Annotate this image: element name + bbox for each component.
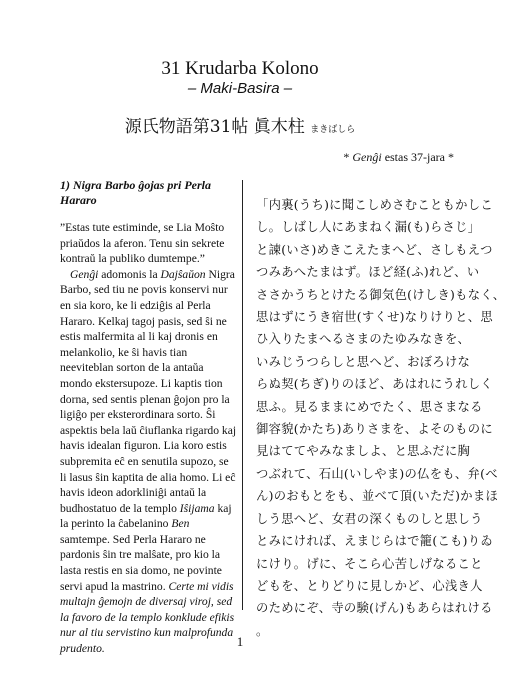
japanese-title-reading: まきばしら [310,125,356,135]
volume-name: Genĝi [352,150,382,164]
p2-name-isijama: Iŝijama [179,501,215,515]
p2-closing-italic: Certe mi vidis multajn ĝemojn de diversaj viroj, sed la favoro de la templo konklude efikis nur al tiu servistino kun malprofunda prudento. [60,579,235,656]
jp-line: とみにければ、えまじらはで籠(こも)りゐ [256,534,493,549]
jp-line: と諫(いさ)めきこえたまへど、さしもえつ [256,242,493,257]
jp-line: ひ入りたまへるさまのたゆみなきを、 [256,332,471,347]
volume-prefix: * [343,150,353,164]
paragraph-2 [60,267,238,657]
jp-line: にけり。げに、そこら心苦しげなること [256,556,483,571]
p2-text-d: samtempe. Sed Perla Hararo ne pardonis ŝin tre malŝate, pro kio la lasta restis en sia domo, ne povinte servi apud la mastrino. [60,532,222,593]
p2-name-genji: Genĝi [70,267,99,281]
jp-line: 思ふ。見るままにめでたく、思さまなる [256,399,483,414]
jp-line: 思はずにうき宿世(すくせ)なりけりと、思 [256,310,493,325]
volume-note [343,150,454,165]
p2-name-ben: Ben [171,517,190,531]
jp-line: ん)のおもとをも、並べて頂(いただ)かまほ [256,489,499,504]
jp-line: つぶれて、石山(いしやま)の仏をも、弁(べ [256,466,498,481]
jp-line: のためにぞ、寺の験(げん)もあらはれける [256,601,493,616]
jp-line: しう思へど、女君の深くものしと思しう [256,511,483,526]
column-divider [242,180,243,610]
jp-line: いみじうつらしと思へど、おぼろけな [256,354,471,369]
jp-line: らぬ契(ちぎ)りのほど、あはれにうれしく [256,377,493,392]
japanese-title-text: 源氏物語第31帖 眞木柱 [124,117,305,137]
jp-line: 御容貌(かたち)ありさまを、よそのものに [256,422,493,437]
jp-line: ささかうちとけたる御気色(けしき)もなく、 [256,287,505,302]
jp-line: 見はててやみなましよ、と思ふだに胸 [256,444,471,459]
volume-suffix: estas 37-jara * [381,150,454,164]
p2-text-b: Nigra Barbo, sed tiu ne povis konservi nur en sia koro, ke li edziĝis al Perla Hararo. Kelkaj tagoj pasis, sed ŝi ne estis malfermita al li kaj dronis en melankolio, ke ŝi havis tian neeviteblan sorton de la antaŭa mondo ekstersupoze. Li kaptis tion dorna, sed sentis plenan ĝojon pro la ligiĝo per eksterordinara sorto. Ŝi aspektis bela laŭ ĉiuflanka rigardo kaj havis idealan figuron. Lia koro estis subpremita eĉ en senutila supozo, se li lasus ŝin kaptita de alia homo. Li eĉ havis ideon adorkliniĝi antaŭ la budhostatuo de la templo [60,267,237,515]
jp-line: 。 [256,623,269,638]
japanese-title [0,116,480,141]
p2-text-c: kaj la perinto la ĉabelanino [60,501,232,531]
section-heading: 1) Nigra Barbo ĝojas pri Perla Hararo [60,178,212,207]
p2-name-dajsauon: Dajŝaŭon [160,267,206,281]
chapter-title: 31 Krudarba Kolono [161,58,319,79]
jp-line: 「内裏(うち)に聞こしめさむこともかしこ [256,198,493,212]
p2-text-a: adomonis la [98,267,161,281]
esperanto-column [60,178,238,657]
paragraph-1: ”Estas tute estiminde, se Lia Moŝto priaŭdos la aferon. Tenu sin sekrete kontraŭ la publiko dumtempe.” [60,221,225,266]
jp-line: し。しばし人にあまねく漏(も)らさじ」 [256,220,481,235]
jp-line: どもを、とりどりに見しかど、心浅き人 [256,578,483,593]
japanese-column [256,194,505,642]
jp-line: つみあへたまはず。ほど経(ふ)れど、い [256,265,480,280]
chapter-subtitle: – Maki-Basira – [187,80,293,97]
page-number: 1 [236,634,244,649]
